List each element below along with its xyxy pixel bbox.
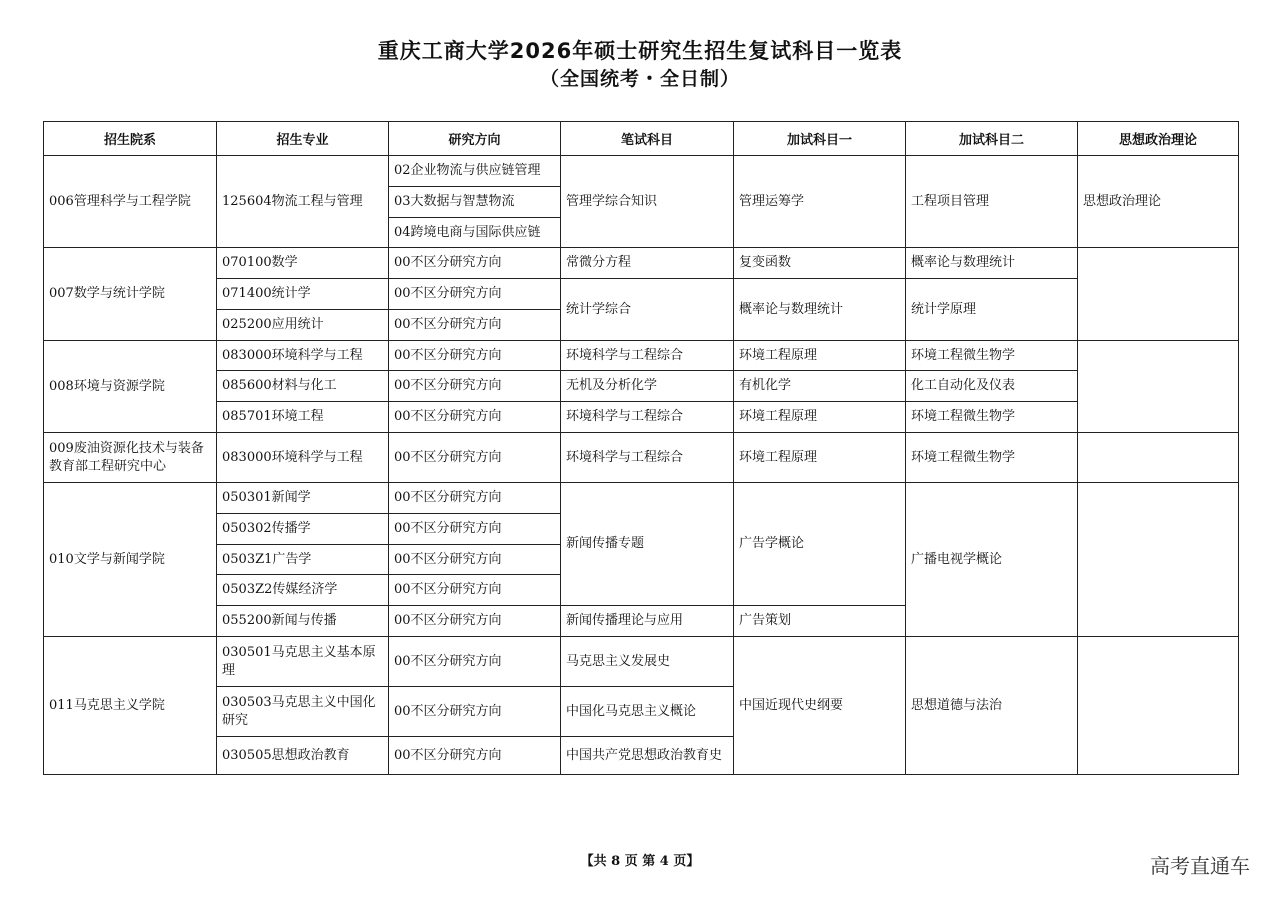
subjects-table [43, 121, 1239, 775]
dept-cell: 009废油资源化技术与装备教育部工程研究中心 [44, 433, 217, 483]
document-subtitle: （全国统考・全日制） [539, 68, 740, 90]
major-cell: 085701环境工程 [217, 402, 389, 433]
extra1-cell: 复变函数 [734, 248, 906, 279]
dept-cell: 011马克思主义学院 [44, 637, 217, 775]
written-cell: 新闻传播理论与应用 [561, 606, 734, 637]
table-row [44, 637, 1239, 687]
major-cell: 071400统计学 [217, 279, 389, 310]
major-cell: 025200应用统计 [217, 310, 389, 341]
extra1-cell: 环境工程原理 [734, 402, 906, 433]
extra1-cell: 有机化学 [734, 371, 906, 402]
table-row [44, 156, 1239, 187]
direction-cell: 00不区分研究方向 [389, 687, 561, 737]
direction-cell: 00不区分研究方向 [389, 310, 561, 341]
written-cell: 中国化马克思主义概论 [561, 687, 734, 737]
written-cell: 中国共产党思想政治教育史 [561, 737, 734, 775]
written-cell: 环境科学与工程综合 [561, 402, 734, 433]
table-header-row [44, 122, 1239, 156]
direction-cell: 00不区分研究方向 [389, 279, 561, 310]
direction-cell: 03大数据与智慧物流 [389, 187, 561, 218]
page-indicator: 【共 8 页 第 4 页】 [580, 854, 700, 869]
written-cell: 环境科学与工程综合 [561, 341, 734, 371]
politics-cell [1078, 433, 1239, 483]
extra1-cell: 环境工程原理 [734, 341, 906, 371]
extra2-cell: 化工自动化及仪表 [906, 371, 1078, 402]
direction-cell: 00不区分研究方向 [389, 371, 561, 402]
extra2-cell: 环境工程微生物学 [906, 341, 1078, 371]
direction-cell: 00不区分研究方向 [389, 737, 561, 775]
major-cell: 083000环境科学与工程 [217, 433, 389, 483]
written-cell: 马克思主义发展史 [561, 637, 734, 687]
written-cell: 管理学综合知识 [561, 156, 734, 248]
header-dept: 招生院系 [44, 122, 217, 156]
major-cell: 085600材料与化工 [217, 371, 389, 402]
major-cell: 055200新闻与传播 [217, 606, 389, 637]
major-cell: 0503Z2传媒经济学 [217, 575, 389, 606]
extra2-cell: 环境工程微生物学 [906, 402, 1078, 433]
direction-cell: 00不区分研究方向 [389, 545, 561, 575]
major-cell: 083000环境科学与工程 [217, 341, 389, 371]
extra2-cell: 思想道德与法治 [906, 637, 1078, 775]
politics-cell [1078, 637, 1239, 775]
direction-cell: 00不区分研究方向 [389, 514, 561, 545]
direction-cell: 00不区分研究方向 [389, 341, 561, 371]
direction-cell: 00不区分研究方向 [389, 483, 561, 514]
major-cell: 050302传播学 [217, 514, 389, 545]
table-row [44, 371, 1239, 402]
written-cell: 新闻传播专题 [561, 483, 734, 606]
major-cell: 050301新闻学 [217, 483, 389, 514]
direction-cell: 02企业物流与供应链管理 [389, 156, 561, 187]
header-written: 笔试科目 [561, 122, 734, 156]
extra1-cell: 环境工程原理 [734, 433, 906, 483]
header-major: 招生专业 [217, 122, 389, 156]
written-cell: 统计学综合 [561, 279, 734, 341]
table-row [44, 483, 1239, 514]
header-extra-2: 加试科目二 [906, 122, 1078, 156]
major-cell: 0503Z1广告学 [217, 545, 389, 575]
document-title: 重庆工商大学2026年硕士研究生招生复试科目一览表 [377, 39, 903, 63]
extra1-cell: 中国近现代史纲要 [734, 637, 906, 775]
politics-cell [1078, 483, 1239, 637]
table-row [44, 433, 1239, 483]
extra2-cell: 统计学原理 [906, 279, 1078, 341]
direction-cell: 00不区分研究方向 [389, 575, 561, 606]
table-row [44, 341, 1239, 371]
major-cell: 070100数学 [217, 248, 389, 279]
extra1-cell: 广告学概论 [734, 483, 906, 606]
direction-cell: 00不区分研究方向 [389, 402, 561, 433]
direction-cell: 00不区分研究方向 [389, 606, 561, 637]
watermark-text: 高考直通车 [1150, 854, 1250, 878]
dept-cell: 006管理科学与工程学院 [44, 156, 217, 248]
politics-cell [1078, 248, 1239, 341]
extra2-cell: 环境工程微生物学 [906, 433, 1078, 483]
major-cell: 125604物流工程与管理 [217, 156, 389, 248]
header-extra-1: 加试科目一 [734, 122, 906, 156]
written-cell: 常微分方程 [561, 248, 734, 279]
table-row [44, 279, 1239, 310]
table-row [44, 248, 1239, 279]
major-cell: 030501马克思主义基本原理 [217, 637, 389, 687]
direction-cell: 04跨境电商与国际供应链 [389, 218, 561, 248]
extra2-cell: 工程项目管理 [906, 156, 1078, 248]
written-cell: 无机及分析化学 [561, 371, 734, 402]
direction-cell: 00不区分研究方向 [389, 637, 561, 687]
dept-cell: 008环境与资源学院 [44, 341, 217, 433]
extra1-cell: 管理运筹学 [734, 156, 906, 248]
table-row [44, 402, 1239, 433]
major-cell: 030505思想政治教育 [217, 737, 389, 775]
extra1-cell: 广告策划 [734, 606, 906, 637]
extra1-cell: 概率论与数理统计 [734, 279, 906, 341]
politics-cell: 思想政治理论 [1078, 156, 1239, 248]
written-cell: 环境科学与工程综合 [561, 433, 734, 483]
direction-cell: 00不区分研究方向 [389, 433, 561, 483]
header-direction: 研究方向 [389, 122, 561, 156]
dept-cell: 010文学与新闻学院 [44, 483, 217, 637]
direction-cell: 00不区分研究方向 [389, 248, 561, 279]
extra2-cell: 广播电视学概论 [906, 483, 1078, 637]
dept-cell: 007数学与统计学院 [44, 248, 217, 341]
extra2-cell: 概率论与数理统计 [906, 248, 1078, 279]
major-cell: 030503马克思主义中国化研究 [217, 687, 389, 737]
header-politics: 思想政治理论 [1078, 122, 1239, 156]
politics-cell [1078, 341, 1239, 433]
